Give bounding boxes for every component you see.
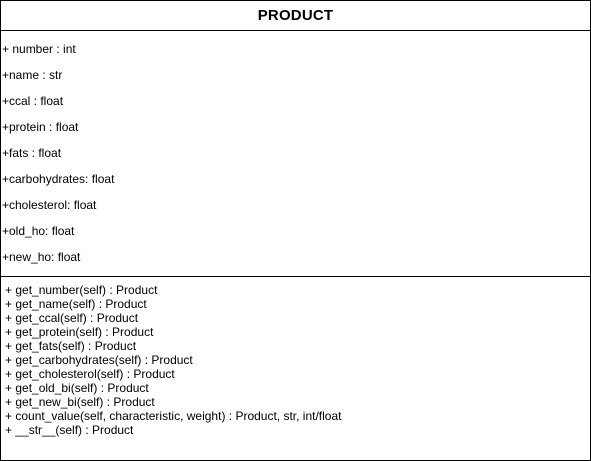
attribute-old-ho: +old_ho: float (2, 224, 75, 238)
attribute-name: +name : str (2, 68, 63, 82)
method-get-protein: + get_protein(self) : Product (5, 325, 154, 339)
class-header (1, 1, 590, 31)
method-get-name: + get_name(self) : Product (5, 297, 147, 311)
method-get-new-bi: + get_new_bi(self) : Product (5, 395, 155, 409)
method-get-number: + get_number(self) : Product (5, 283, 158, 297)
method-count-value: + count_value(self, characteristic, weight) : Product, str, int/float (5, 409, 342, 423)
method-get-fats: + get_fats(self) : Product (5, 339, 137, 353)
attribute-cholesterol: +cholesterol: float (2, 198, 97, 212)
attribute-ccal: +ccal : float (2, 94, 64, 108)
attribute-number: + number : int (2, 42, 76, 56)
attribute-fats: +fats : float (2, 146, 62, 160)
method-get-carbohydrates: + get_carbohydrates(self) : Product (5, 353, 193, 367)
attribute-new-ho: +new_ho: float (2, 250, 81, 264)
attribute-carbohydrates: +carbohydrates: float (2, 172, 115, 186)
attributes-compartment (1, 31, 590, 277)
method-get-old-bi: + get_old_bi(self) : Product (5, 381, 149, 395)
class-name: PRODUCT (257, 7, 334, 24)
method-get-cholesterol: + get_cholesterol(self) : Product (5, 367, 175, 381)
method-get-ccal: + get_ccal(self) : Product (5, 311, 139, 325)
method-str: + __str__(self) : Product (5, 423, 134, 437)
attribute-protein: +protein : float (2, 120, 79, 134)
methods-compartment (1, 277, 590, 460)
